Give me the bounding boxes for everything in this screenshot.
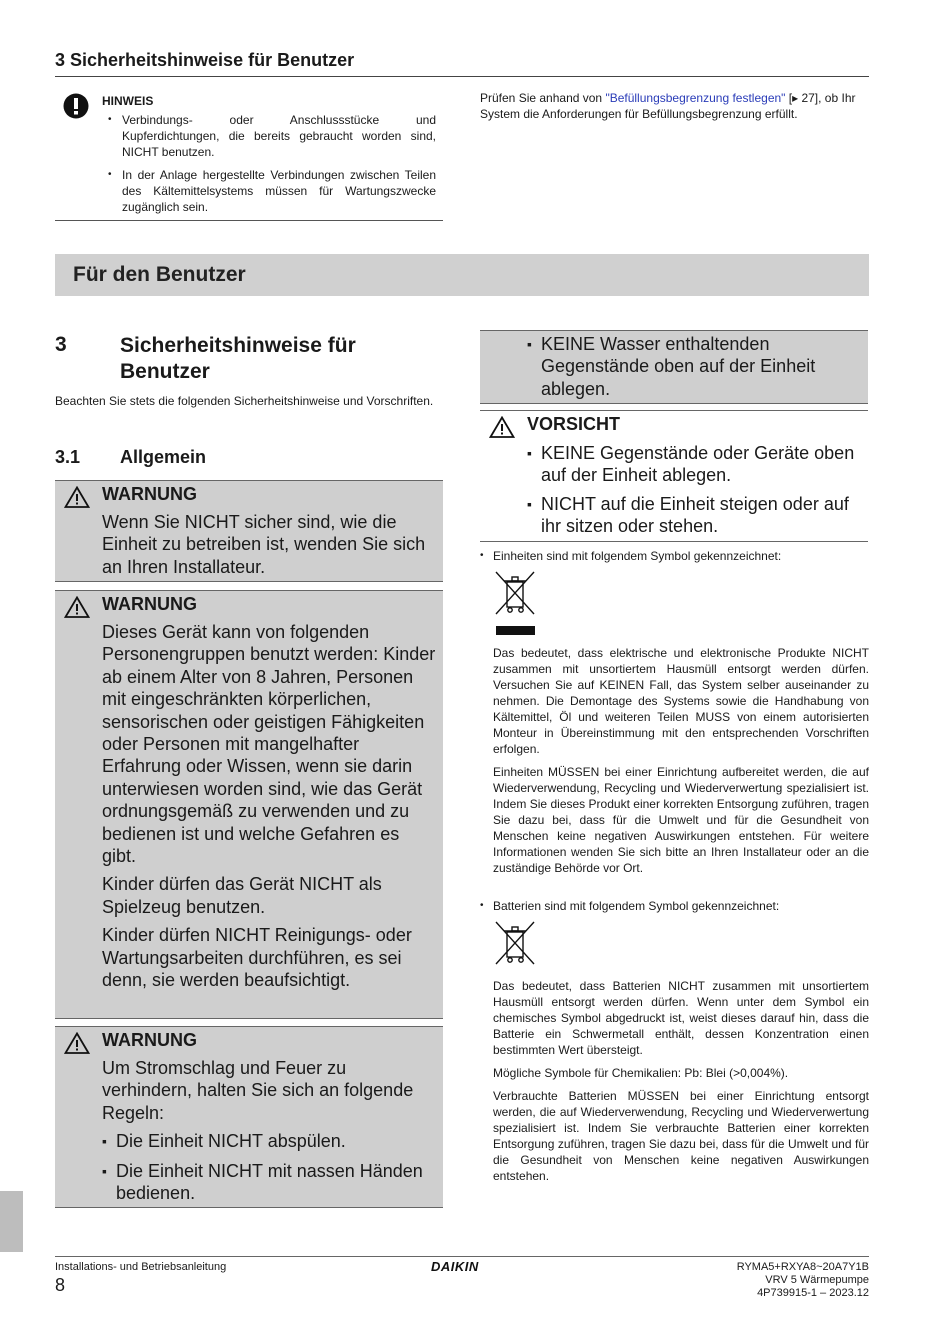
units-bullet [480,548,781,564]
subsection-number: 3.1 [55,447,81,467]
ref-suffix: , ob Ihr System die Anforderungen für Befüllungsbegrenzung erfüllt. [480,91,856,121]
footer-rule [55,1256,869,1257]
footer-product: VRV 5 Wärmepumpe [765,1274,869,1286]
warning-item: ▪ KEINE Wasser enthaltenden Gegenstände oben auf der Einheit ablegen. [527,333,862,400]
batteries-paragraph: Verbrauchte Batterien MÜSSEN bei einer Einrichtung entsorgt werden, die auf Wiederverwendung, Recycling und Wiederverwertung spezialisiert ist. Indem Sie verbrauchte Batterien einer korrekten Entsorgung zuführen, tragen Sie dazu bei, dass für die Umwelt und für die Gesundheit von Menschen keine negativen Auswirkungen entstehen. [493,1089,869,1183]
hinweis-label: HINWEIS [102,94,154,108]
chapter-side-tab [0,1191,23,1252]
caution-label: VORSICHT [527,414,621,434]
batteries-bullet [480,898,779,914]
warning-label: WARNUNG [102,484,197,504]
warning-text: Wenn Sie NICHT sicher sind, wie die Einheit zu betreiben ist, wenden Sie sich an Ihren Installateur. [102,512,426,577]
header-rule [55,76,869,77]
warning-paragraph: Kinder dürfen das Gerät NICHT als Spielzeug benutzen. [102,874,382,917]
page-header-title: 3 Sicherheitshinweise für Benutzer [55,50,355,70]
charge-limit-reference [480,90,868,122]
ref-prefix: Prüfen Sie anhand von [480,91,606,105]
warning-box [55,590,443,1019]
section-intro: Beachten Sie stets die folgenden Sicherheitshinweise und Vorschriften. [55,394,434,408]
warning-label: WARNUNG [102,594,197,614]
footer-doc-title: Installations- und Betriebsanleitung [55,1261,227,1273]
subsection-title: Allgemein [120,447,207,467]
hinweis-item: • In der Anlage hergestellte Verbindungen zwischen Teilen des Kältemittelsystems müssen für Wartungszwecke zugänglich sein. [108,167,436,215]
ref-page[interactable]: [▸ 27] [785,91,819,105]
footer-model: RYMA5+RXYA8~20A7Y1B [736,1261,869,1273]
warning-box [55,1026,443,1208]
section-title: Sicherheitshinweise für Benutzer [120,334,356,383]
caution-item: ▪ KEINE Gegenstände oder Geräte oben auf der Einheit ablegen. [527,442,867,487]
warning-paragraph: Dieses Gerät kann von folgenden Personengruppen benutzt werden: Kinder ab einem Alter von 8 Jahren, Personen mit eingeschränkten körperlichen, sensorischen oder geistigen Fähigkeiten oder Personen mit mangelhafter Erfahrung oder Wissen, wenn sie darin unterwiesen worden sind, wie das Gerät ordnungsgemäß zu verwenden und zu bedienen ist und welche Gefahren es gibt. [102,622,436,867]
warning-text: Um Stromschlag und Feuer zu verhindern, halten Sie sich an folgende Regeln: [102,1058,414,1123]
notice-icon [63,93,89,119]
section-banner [55,254,869,296]
separate-collection-bar [496,626,535,635]
batteries-paragraph: Mögliche Symbole für Chemikalien: Pb: Blei (>0,004%). [493,1066,789,1080]
hinweis-item: • Verbindungs- oder Anschlussstücke und Kupferdichtungen, die bereits gebraucht worden sind, NICHT benutzen. [108,112,436,160]
daikin-logo: DAIKIN [431,1259,479,1274]
warning-box [55,480,443,582]
warning-item: ▪ Die Einheit NICHT abspülen. [102,1130,437,1152]
units-paragraph: Das bedeutet, dass elektrische und elektronische Produkte NICHT zusammen mit unsortiertem Hausmüll entsorgt werden dürfen. Versuchen Sie auf KEINEN Fall, das System selber auseinander zu nehmen. Die Demontage des Systems sowie die Handhabung von Kältemittel, Öl und weiteren Teilen MUSS von einem autorisierten Monteur in Übereinstimmung mit den entsprechenden Vorschriften erfolgen. [493,646,869,756]
hinweis-rule [55,220,443,221]
warning-paragraph: Kinder dürfen NICHT Reinigungs- oder Wartungsarbeiten durchführen, es sei denn, sie werden beaufsichtigt. [102,925,412,991]
page-number: 8 [55,1275,66,1295]
crossed-bin-icon [493,570,537,616]
caution-list [527,442,867,544]
batteries-paragraph: Das bedeutet, dass Batterien NICHT zusammen mit unsortiertem Hausmüll entsorgt werden dürfen. Wenn unter dem Symbol ein chemisches Symbol abgedruckt ist, weist dieses darauf hin, dass die Batterie ein Schwermetall enthält, dessen Konzentration einen bestimmten Wert übersteigt. [493,979,869,1057]
footer-model-info [737,1261,869,1300]
units-label: Einheiten sind mit folgendem Symbol gekennzeichnet: [493,549,782,563]
banner-title: Für den Benutzer [73,263,246,286]
warning-box-continued [480,330,868,404]
warning-triangle-icon [64,596,90,618]
warning-list [102,1130,437,1204]
crossed-bin-icon [493,920,537,966]
caution-item: ▪ NICHT auf die Einheit steigen oder auf ihr sitzen oder stehen. [527,493,867,538]
section-number: 3 [55,333,67,356]
hinweis-list [108,112,436,222]
batteries-label: Batterien sind mit folgendem Symbol gekennzeichnet: [493,899,780,913]
caution-box [480,410,868,542]
warning-triangle-icon [489,416,515,438]
warning-label: WARNUNG [102,1030,197,1050]
units-paragraph: Einheiten MÜSSEN bei einer Einrichtung aufbereitet werden, die auf Wiederverwendung, Recycling und Wiederverwertung spezialisiert ist. Indem Sie dieses Produkt einer korrekten Entsorgung zuführen, tragen Sie dazu bei, dass für die Umwelt und für die Gesundheit von Menschen keine negativen Auswirkungen entstehen. Für weitere Informationen wenden Sie sich bitte an Ihren Installateur oder an die zuständige Behörde vor Ort. [493,765,869,875]
warning-item: ▪ Die Einheit NICHT mit nassen Händen bedienen. [102,1160,437,1205]
warning-triangle-icon [64,486,90,508]
footer-code: 4P739915-1 – 2023.12 [757,1287,869,1299]
warning-triangle-icon [64,1032,90,1054]
charge-limit-link[interactable]: "Befüllungsbegrenzung festlegen" [605,91,786,105]
